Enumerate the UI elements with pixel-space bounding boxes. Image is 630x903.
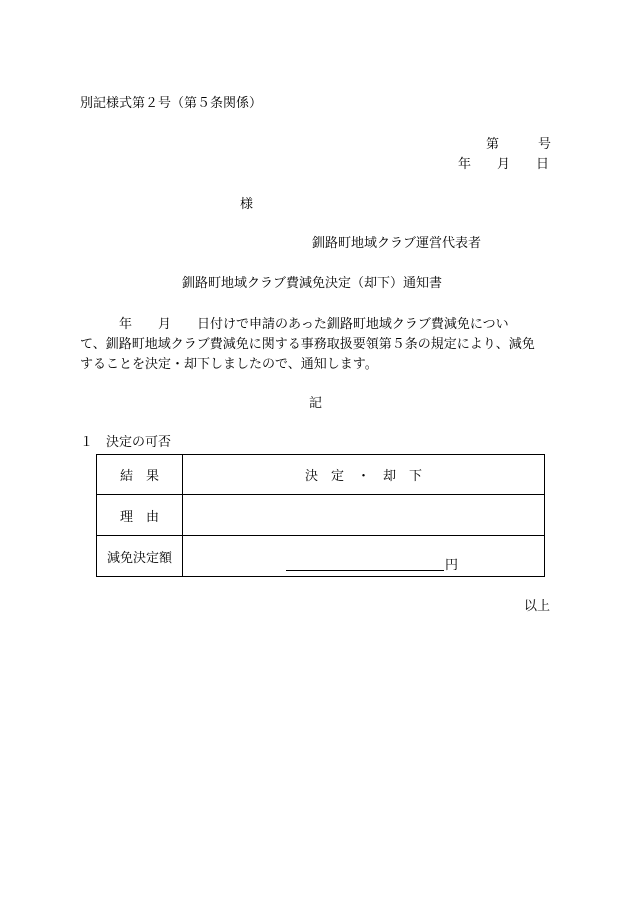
reduction-amount-cell — [183, 536, 545, 577]
amount-unit: 円 — [445, 558, 459, 573]
table-row — [97, 455, 545, 495]
reduction-amount-label: 減免決定額 — [97, 536, 183, 577]
ki-heading: 記 — [309, 396, 323, 411]
body-line-1: 年 月 日付けで申請のあった釧路町地域クラブ費減免につい — [80, 317, 509, 332]
document-number: 第 号 — [486, 137, 552, 152]
document-date: 年 月 日 — [458, 157, 550, 172]
reason-value — [183, 495, 545, 536]
table-row — [97, 495, 545, 536]
body-line-3: することを決定・却下しましたので、通知します。 — [80, 357, 378, 372]
body-text — [80, 315, 550, 375]
decision-table — [96, 454, 545, 577]
body-line-2: て、釧路町地域クラブ費減免に関する事務取扱要領第５条の規定により、減免 — [80, 337, 535, 352]
result-label: 結 果 — [97, 455, 183, 495]
closing-text: 以上 — [524, 599, 551, 614]
sender-name: 釧路町地域クラブ運営代表者 — [312, 236, 482, 251]
document-title: 釧路町地域クラブ費減免決定（却下）通知書 — [182, 276, 443, 291]
result-value: 決 定 ・ 却 下 — [183, 455, 545, 495]
reason-label: 理 由 — [97, 495, 183, 536]
form-label: 別記様式第２号（第５条関係） — [80, 96, 263, 111]
section-heading: １ 決定の可否 — [80, 435, 172, 450]
amount-blank-line — [286, 570, 444, 571]
addressee-honorific: 様 — [240, 197, 254, 212]
table-row — [97, 536, 545, 577]
